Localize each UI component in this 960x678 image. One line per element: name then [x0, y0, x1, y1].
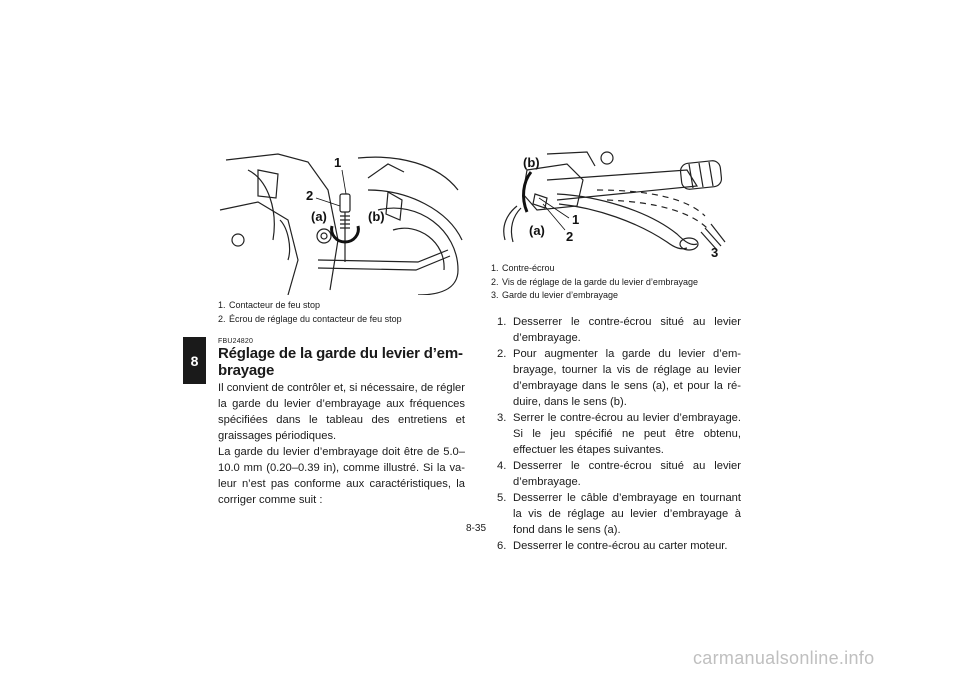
clutch-lever-drawing — [487, 150, 749, 262]
brake-switch-drawing — [218, 150, 464, 295]
legend-item: 2. Écrou de réglage du contacteur de feu stop — [218, 313, 402, 324]
clutch-lever-illustration — [487, 150, 749, 262]
procedure-step: 1. Desserrer le contre-écrou situé au levier d’embrayage. — [497, 316, 741, 344]
figure2-callout-a: (a) — [529, 223, 545, 238]
legend-item: 1. Contre-écrou — [491, 263, 555, 273]
figure2-callout-3: 3 — [711, 245, 719, 260]
procedure-step: 6. Desserrer le contre-écrou au carter moteur. — [497, 540, 728, 552]
section-body — [218, 380, 465, 508]
figure2-callout-1: 1 — [572, 212, 580, 227]
figure1-callout-2: 2 — [306, 188, 314, 203]
paragraph: Il convient de contrôler et, si nécessaire, de régler la garde du levier d’embrayage aux fréquences spécifiées dans le tableau des entretiens et graissages périodiques. — [218, 382, 465, 442]
figure2-callout-2: 2 — [566, 229, 574, 244]
section-code: FBU24820 — [218, 338, 254, 345]
figure1-legend — [218, 299, 468, 326]
figure2-callout-b: (b) — [523, 155, 540, 170]
brake-switch-illustration — [218, 150, 464, 295]
figure1-callout-1: 1 — [334, 155, 342, 170]
paragraph: La garde du levier d’embrayage doit être de 5.0–10.0 mm (0.20–0.39 in), comme illustré. Si la va-leur n’est pas conforme aux caractéristiques, la corriger comme suit : — [218, 446, 465, 506]
procedure-step: 4. Desserrer le contre-écrou situé au levier d’embrayage. — [497, 460, 741, 488]
figure1-callout-a: (a) — [311, 209, 327, 224]
page-number: 8-35 — [466, 523, 487, 534]
legend-item: 2. Vis de réglage de la garde du levier d’embrayage — [491, 276, 698, 287]
watermark: carmanualsonline.info — [693, 648, 875, 668]
procedure-steps — [497, 314, 741, 554]
legend-item: 3. Garde du levier d’embrayage — [491, 290, 619, 300]
procedure-step: 2. Pour augmenter la garde du levier d’em-brayage, tourner la vis de réglage au levier d’embrayage dans le sens (a), et pour la ré-duire, dans le sens (b). — [497, 348, 741, 408]
legend-item: 1. Contacteur de feu stop — [218, 300, 321, 310]
procedure-step: 5. Desserrer le câble d’embrayage en tournant la vis de réglage au levier d’embrayage à fond dans le sens (a). — [497, 492, 741, 536]
figure1-callout-b: (b) — [368, 209, 385, 224]
procedure-step: 3. Serrer le contre-écrou au levier d’embrayage. Si le jeu spécifié ne peut être obtenu, effectuer les étapes suivantes. — [497, 412, 741, 456]
figure2-legend — [491, 262, 751, 303]
chapter-number: 8 — [190, 352, 199, 369]
section-title: Réglage de la garde du levier d’em-brayage — [218, 345, 463, 379]
chapter-tab — [183, 337, 206, 384]
